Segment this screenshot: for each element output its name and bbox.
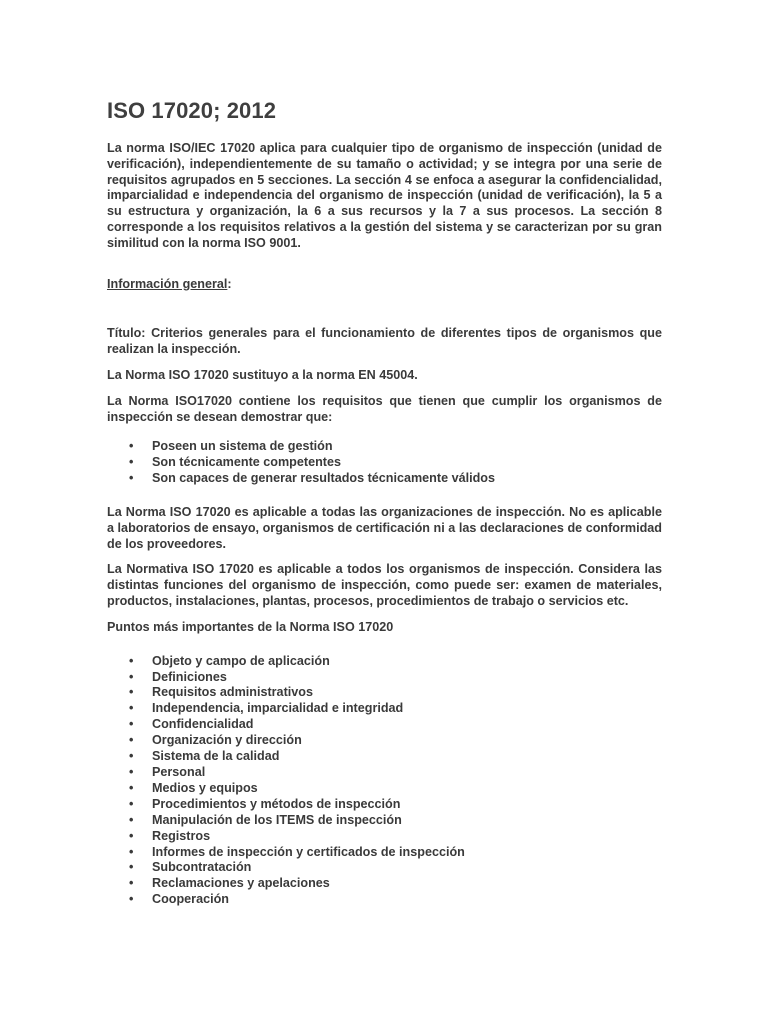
bullet-icon: • [129,876,134,891]
bullet-icon: • [129,685,134,700]
list-item [107,749,662,765]
bullet-icon: • [129,892,134,907]
requirements-intro-paragraph: La Norma ISO17020 contiene los requisitos que tienen que cumplir los organismos de inspección se desean demostrar que: [107,393,662,424]
document-page [107,96,662,908]
list-item [107,765,662,781]
bullet-icon: • [129,733,134,748]
list-item [107,892,662,908]
list-item [107,733,662,749]
bullet-icon: • [129,717,134,732]
list-item-text: Independencia, imparcialidad e integridad [152,701,404,716]
list-item [107,829,662,845]
list-item [107,701,662,717]
bullet-icon: • [129,780,134,795]
bullet-icon: • [129,471,134,486]
list-item-text: Informes de inspección y certificados de inspección [152,844,465,859]
bullet-icon: • [129,669,134,684]
bullet-icon: • [129,455,134,470]
general-info-heading-text: Información general [107,276,228,291]
general-info-heading [107,277,662,293]
list-item-text: Procedimientos y métodos de inspección [152,796,401,811]
list-item-text: Subcontratación [152,860,252,875]
bullet-icon: • [129,765,134,779]
applicability-paragraph-2: La Normativa ISO 17020 es aplicable a todos los organismos de inspección. Considera las distintas funciones del organismo de inspección, como puede ser: examen de materiales, productos, instalaciones, plantas, procesos, procedimientos de trabajo o servicios etc. [107,562,662,609]
list-item [107,654,662,670]
list-item [107,797,662,813]
requirements-list [107,439,662,487]
bullet-icon: • [129,749,134,764]
list-item [107,813,662,829]
list-item-text: Definiciones [152,669,227,684]
bullet-icon: • [129,701,134,716]
list-item [107,860,662,876]
list-item-text: Son técnicamente competentes [152,455,341,470]
title-paragraph: Título: Criterios generales para el funcionamiento de diferentes tipos de organismos que realizan la inspección. [107,326,662,357]
list-item [107,876,662,892]
list-item-text: Sistema de la calidad [152,749,280,764]
bullet-icon: • [129,844,134,859]
general-info-colon: : [227,276,232,291]
list-item-text: Personal [152,765,206,779]
list-item-text: Reclamaciones y apelaciones [152,876,330,891]
list-item [107,717,662,733]
list-item [107,439,662,455]
list-item-text: Poseen un sistema de gestión [152,439,333,454]
list-item-text: Son capaces de generar resultados técnicamente válidos [152,471,495,486]
intro-paragraph: La norma ISO/IEC 17020 aplica para cualquier tipo de organismo de inspección (unidad de verificación), independientemente de su tamaño o actividad; y se integra por una serie de requisitos agrupados en 5 secciones. La sección 4 se enfoca a asegurar la confidencialidad, imparcialidad e independencia del organismo de inspección (unidad de verificación), la 5 a su estructura y organización, la 6 a sus recursos y la 7 a sus procesos. La sección 8 corresponde a los requisitos relativos a la gestión del sistema y se caracterizan por su gran similitud con la norma ISO 9001. [107,141,662,250]
bullet-icon: • [129,439,134,454]
list-item [107,471,662,487]
bullet-icon: • [129,653,134,668]
list-item-text: Organización y dirección [152,733,302,748]
list-item-text: Medios y equipos [152,780,258,795]
bullet-icon: • [129,812,134,827]
list-item [107,685,662,701]
replacement-paragraph: La Norma ISO 17020 sustituyo a la norma EN 45004. [107,367,418,382]
list-item-text: Confidencialidad [152,717,254,732]
list-item-text: Objeto y campo de aplicación [152,653,330,668]
bullet-icon: • [129,796,134,811]
list-item [107,455,662,471]
list-item [107,781,662,797]
list-item-text: Cooperación [152,892,229,907]
list-item-text: Requisitos administrativos [152,685,313,700]
bullet-icon: • [129,828,134,843]
document-title: ISO 17020; 2012 [107,98,277,123]
bullet-icon: • [129,860,134,875]
key-points-list [107,654,662,909]
list-item [107,670,662,686]
list-item-text: Registros [152,828,211,843]
list-item-text: Manipulación de los ITEMS de inspección [152,812,402,827]
key-points-heading: Puntos más importantes de la Norma ISO 17020 [107,619,394,634]
list-item [107,845,662,861]
applicability-paragraph-1: La Norma ISO 17020 es aplicable a todas las organizaciones de inspección. No es aplicable a laboratorios de ensayo, organismos de certificación ni a las declaraciones de conformidad de los proveedores. [107,505,662,551]
